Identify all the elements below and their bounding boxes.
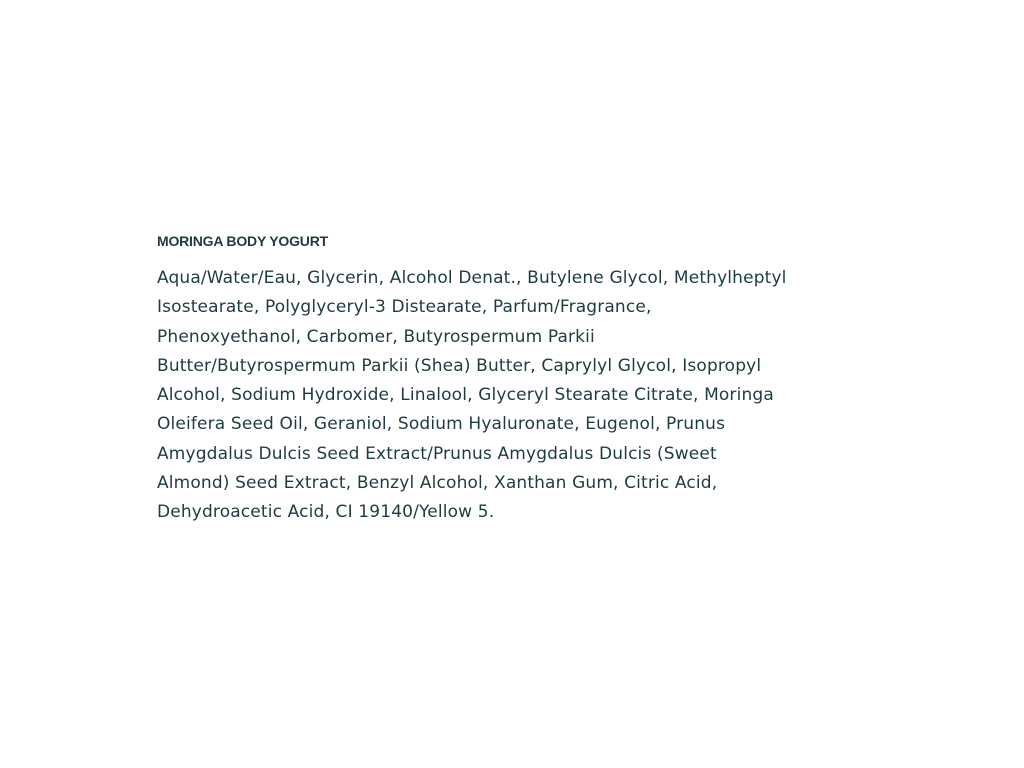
ingredients-line: Dehydroacetic Acid, CI 19140/Yellow 5. [157, 502, 495, 523]
ingredients-line: Alcohol, Sodium Hydroxide, Linalool, Glyceryl Stearate Citrate, Moringa [157, 385, 774, 406]
ingredients-line: Butter/Butyrospermum Parkii (Shea) Butter, Caprylyl Glycol, Isopropyl [157, 355, 762, 376]
ingredients-line: Isostearate, Polyglyceryl-3 Distearate, Parfum/Fragrance, [157, 297, 652, 318]
ingredients-list [157, 264, 862, 528]
ingredients-line: Amygdalus Dulcis Seed Extract/Prunus Amygdalus Dulcis (Sweet [157, 443, 717, 464]
ingredients-line: Phenoxyethanol, Carbomer, Butyrospermum Parkii [157, 326, 595, 347]
ingredients-line: Almond) Seed Extract, Benzyl Alcohol, Xanthan Gum, Citric Acid, [157, 473, 718, 494]
product-title: MORINGA BODY YOGURT [157, 233, 328, 249]
ingredients-line: Oleifera Seed Oil, Geraniol, Sodium Hyaluronate, Eugenol, Prunus [157, 414, 726, 435]
ingredients-line: Aqua/Water/Eau, Glycerin, Alcohol Denat., Butylene Glycol, Methylheptyl [157, 268, 787, 288]
ingredients-section [157, 231, 862, 528]
